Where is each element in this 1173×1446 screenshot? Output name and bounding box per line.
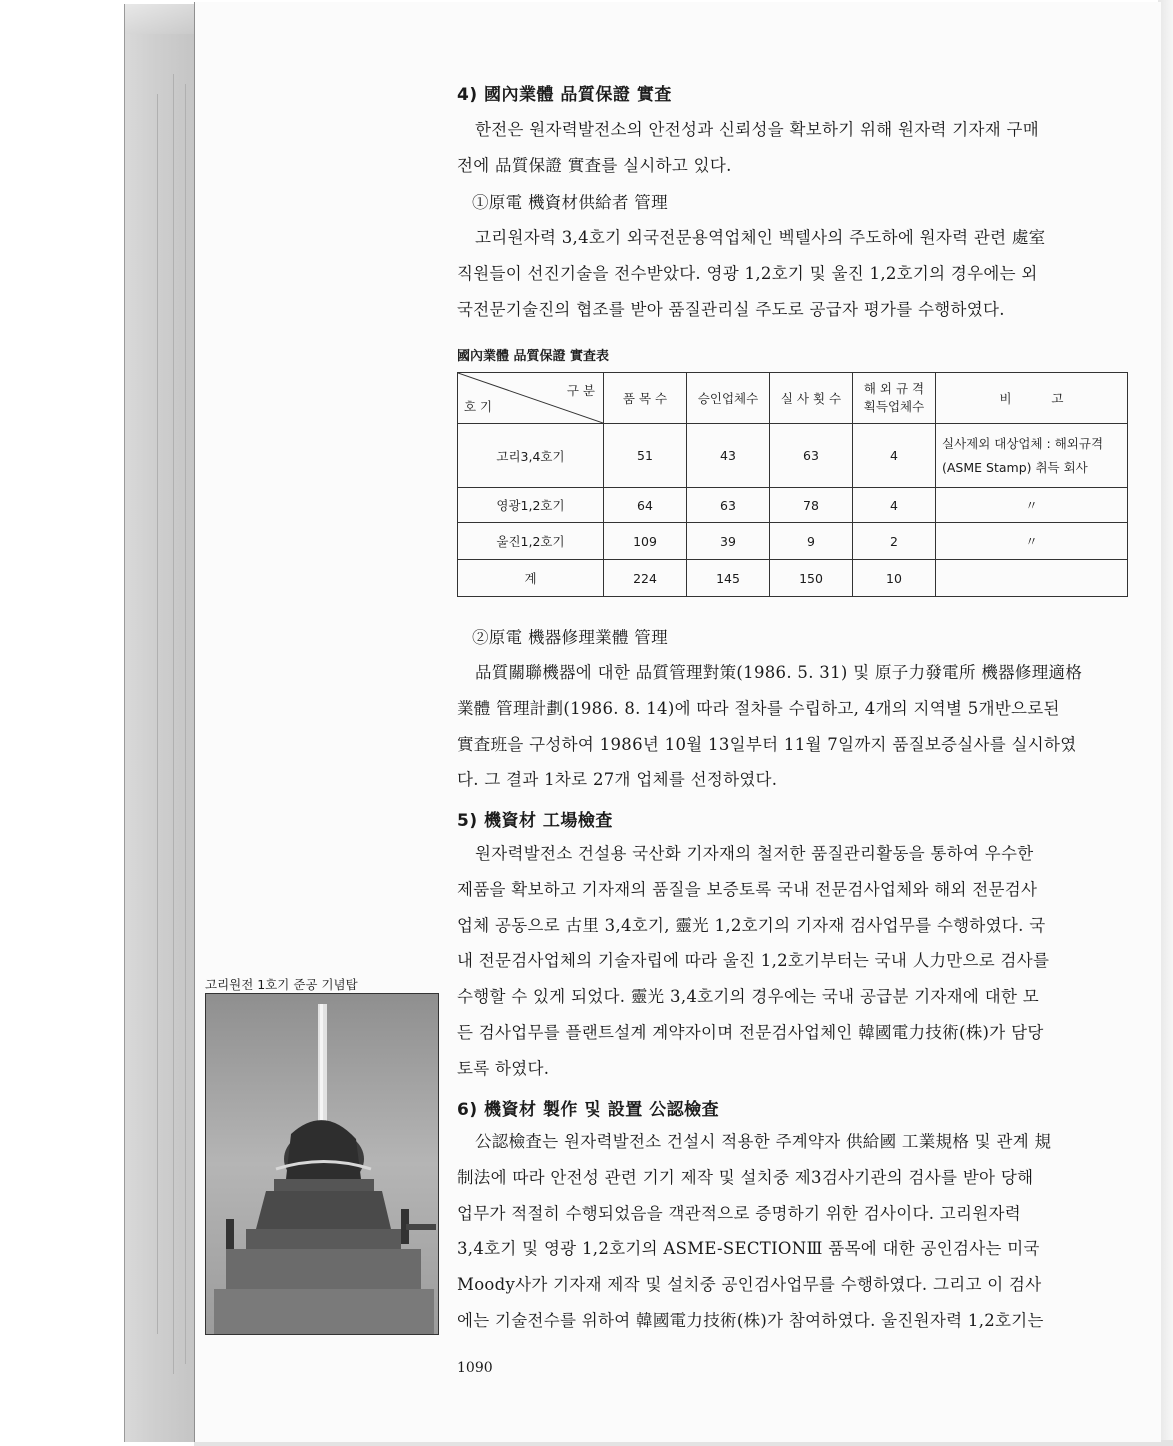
table-row	[458, 488, 1128, 523]
text-line: 制法에 따라 안전성 관련 기기 제작 및 설치중 제3검사기관의 검사를 받아 당해	[457, 1167, 1034, 1187]
table-row	[458, 523, 1128, 560]
section-6-title: 6) 機資材 製作 및 設置 公認檢査	[457, 1100, 720, 1120]
row-remark: 〃	[936, 523, 1128, 560]
section-4-intro	[457, 112, 1129, 184]
section-5-title: 5) 機資材 工場檢査	[457, 811, 613, 831]
row-name: 영광1,2호기	[458, 488, 604, 523]
text-line: 수행할 수 있게 되었다. 靈光 3,4호기의 경우에는 국내 공급분 기자재에 대한 모	[457, 987, 1039, 1007]
header-items: 품 목 수	[604, 373, 687, 424]
text-line: 에는 기술전수를 위하여 韓國電力技術(株)가 참여하였다. 울진원자력 1,2호기는	[457, 1310, 1044, 1330]
row-foreign: 2	[853, 523, 936, 560]
text-line: 국전문기술진의 협조를 받아 품질관리실 주도로 공급자 평가를 수행하였다.	[457, 299, 1005, 319]
row-foreign: 4	[853, 488, 936, 523]
row-name: 울진1,2호기	[458, 523, 604, 560]
header-audits: 실 사 횟 수	[770, 373, 853, 424]
row-remark	[936, 560, 1128, 597]
text-line: 品質關聯機器에 대한 品質管理對策(1986. 5. 31) 및 原子力發電所 機器修理適格	[475, 663, 1083, 682]
header-foreign: 해 외 규 격 획득업체수	[853, 373, 936, 424]
section-4-title: 4) 國內業體 品質保證 實査	[457, 85, 672, 105]
header-remark: 비 고	[936, 373, 1128, 424]
text-line: 公認檢査는 원자력발전소 건설시 적용한 주계약자 供給國 工業規格 및 관계 規	[475, 1132, 1052, 1151]
table-header-row	[458, 373, 1128, 424]
section-4-2-title: ②原電 機器修理業體 管理	[472, 628, 668, 647]
row-approved: 63	[687, 488, 770, 523]
row-audits: 78	[770, 488, 853, 523]
text-line: 직원들이 선진기술을 전수받았다. 영광 1,2호기 및 울진 1,2호기의 경우에는 외	[457, 263, 1038, 283]
row-remark: 실사제외 대상업체 : 해외규격 (ASME Stamp) 취득 회사	[936, 424, 1128, 488]
text-line: 實査班을 구성하여 1986년 10월 13일부터 11월 7일까지 품질보증실사를 실시하였	[457, 734, 1077, 754]
row-approved: 145	[687, 560, 770, 597]
section-5-body	[457, 836, 1129, 1087]
text-line: 고리원자력 3,4호기 외국전문용역업체인 벡텔사의 주도하에 원자력 관련 處室	[475, 228, 1046, 247]
text-line: 토록 하였다.	[457, 1058, 550, 1078]
text-line: Moody사가 기자재 제작 및 설치중 공인검사업무를 수행하였다. 그리고 이 검사	[457, 1275, 1042, 1295]
table-row	[458, 424, 1128, 488]
row-items: 51	[604, 424, 687, 488]
monument-illustration	[206, 994, 438, 1334]
row-items: 64	[604, 488, 687, 523]
section-4-1-title: ①原電 機資材供給者 管理	[472, 193, 668, 212]
table-header-diagonal	[458, 373, 604, 424]
photo-caption: 고리원전 1호기 준공 기념탑	[205, 977, 358, 992]
text-line: 내 전문검사업체의 기술자립에 따라 울진 1,2호기부터는 국내 人力만으로 검사를	[457, 951, 1050, 971]
header-category-label: 구 분	[566, 383, 595, 398]
section-4-1-body	[457, 220, 1129, 327]
text-line: 전에 品質保證 實査를 실시하고 있다.	[457, 155, 732, 175]
row-foreign: 4	[853, 424, 936, 488]
text-line: 든 검사업무를 플랜트설계 계약자이며 전문검사업체인 韓國電力技術(株)가 담당	[457, 1022, 1044, 1042]
table-row-total	[458, 560, 1128, 597]
row-approved: 43	[687, 424, 770, 488]
row-foreign: 10	[853, 560, 936, 597]
row-name: 계	[458, 560, 604, 597]
book-page-stack	[124, 4, 197, 1442]
text-line: 업무가 적절히 수행되었음을 객관적으로 증명하기 위한 검사이다. 고리원자력	[457, 1203, 1022, 1223]
text-line: 다. 그 결과 1차로 27개 업체를 선정하였다.	[457, 770, 778, 790]
text-line: 한전은 원자력발전소의 안전성과 신뢰성을 확보하기 위해 원자력 기자재 구매	[475, 120, 1040, 139]
section-4-2-body	[457, 655, 1129, 798]
row-name: 고리3,4호기	[458, 424, 604, 488]
row-audits: 9	[770, 523, 853, 560]
qa-audit-table	[457, 372, 1128, 597]
text-line: 원자력발전소 건설용 국산화 기자재의 철저한 품질관리활동을 통하여 우수한	[475, 844, 1034, 863]
text-line: 3,4호기 및 영광 1,2호기의 ASME-SECTIONⅢ 품목에 대한 공인검사는 미국	[457, 1239, 1040, 1259]
page-number: 1090	[457, 1360, 493, 1376]
text-line: 業體 管理計劃(1986. 8. 14)에 따라 절차를 수립하고, 4개의 지역별 5개반으로된	[457, 698, 1060, 718]
row-audits: 63	[770, 424, 853, 488]
header-approved: 승인업체수	[687, 373, 770, 424]
text-line: 제품을 확보하고 기자재의 품질을 보증토록 국내 전문검사업체와 해외 전문검사	[457, 879, 1038, 899]
row-remark: 〃	[936, 488, 1128, 523]
row-approved: 39	[687, 523, 770, 560]
text-line: 업체 공동으로 古里 3,4호기, 靈光 1,2호기의 기자재 검사업무를 수행하였다. 국	[457, 915, 1046, 935]
monument-photo	[205, 993, 439, 1335]
section-6-body	[457, 1124, 1129, 1339]
table-title: 國內業體 品質保證 實査表	[457, 349, 610, 364]
row-items: 224	[604, 560, 687, 597]
row-items: 109	[604, 523, 687, 560]
header-unit-label: 호 기	[464, 399, 493, 414]
row-audits: 150	[770, 560, 853, 597]
